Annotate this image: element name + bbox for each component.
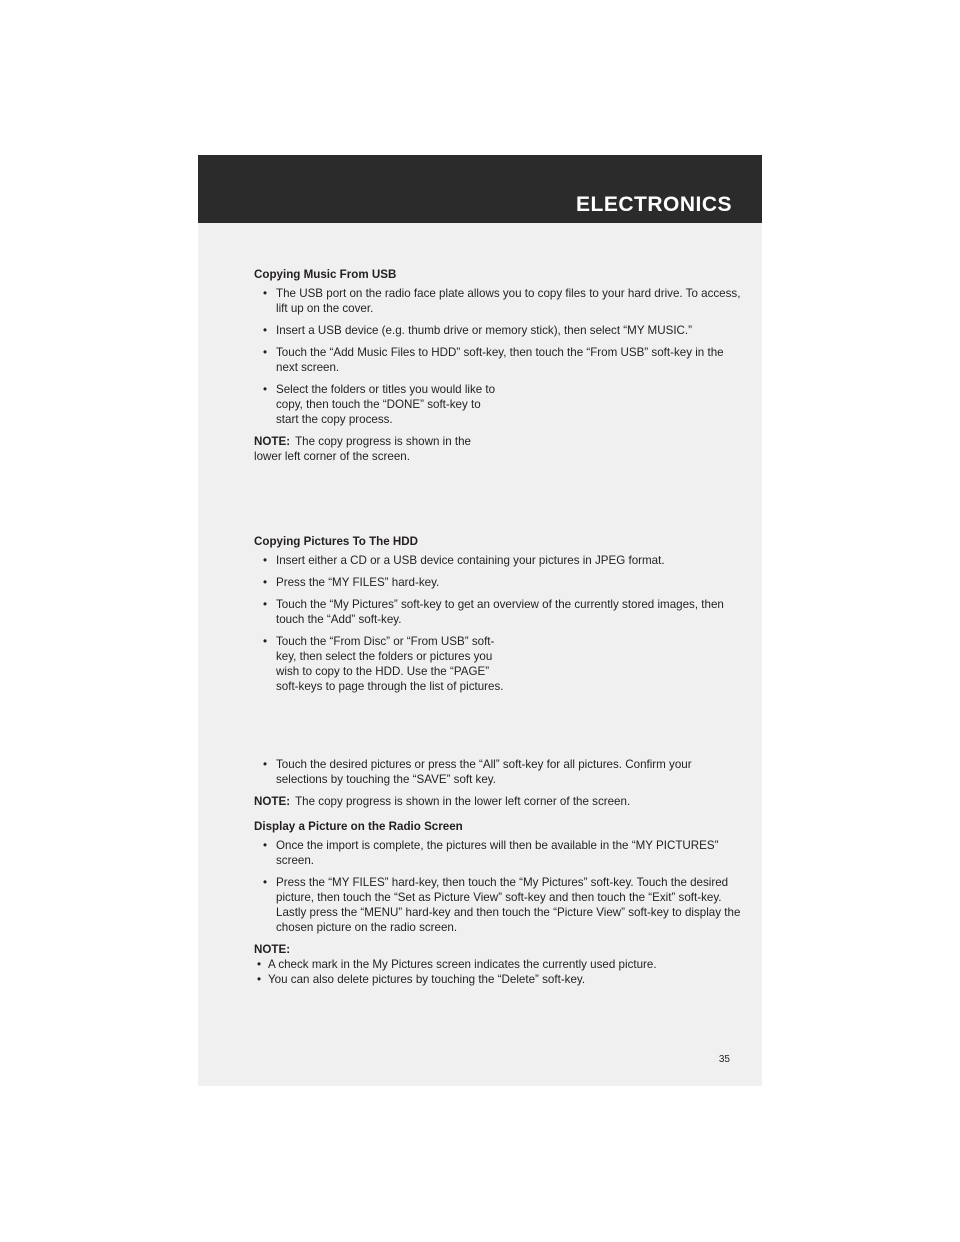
bullet-icon: • xyxy=(263,324,268,337)
display-section-title: Display a Picture on the Radio Screen xyxy=(254,820,463,833)
bullet-icon: • xyxy=(257,958,262,971)
bullet-icon: • xyxy=(263,576,268,589)
usb-note: NOTE: The copy progress is shown in the lower left corner of the screen. xyxy=(254,435,472,463)
page-content xyxy=(254,267,742,987)
list-item: • You can also delete pictures by touching the “Delete” soft-key. xyxy=(257,973,586,986)
list-item: • A check mark in the My Pictures screen indicates the currently used picture. xyxy=(257,958,657,971)
display-note: NOTE: xyxy=(254,943,291,956)
section-header xyxy=(198,155,762,223)
list-item: • Once the import is complete, the pictures will then be available in the “MY PICTURES” screen. xyxy=(263,839,719,867)
list-item: • Press the “MY FILES” hard-key. xyxy=(263,576,440,589)
bullet-icon: • xyxy=(263,383,268,396)
display-note-list xyxy=(254,957,742,987)
list-item: • Insert a USB device (e.g. thumb drive or memory stick), then select “MY MUSIC.” xyxy=(263,324,692,337)
usb-section-title: Copying Music From USB xyxy=(254,268,397,281)
list-item: • Touch the desired pictures or press the “All” soft-key for all pictures. Confirm your selections by touching the “SAVE” soft key. xyxy=(263,758,692,786)
bullet-icon: • xyxy=(263,635,268,648)
bullet-icon: • xyxy=(263,598,268,611)
bullet-icon: • xyxy=(263,346,268,359)
section-title: ELECTRONICS xyxy=(575,193,732,216)
list-item: • Touch the “From Disc” or “From USB” soft-key, then select the folders or pictures you wish to copy to the HDD. Use the “PAGE” soft-keys to page through the list of pictures. xyxy=(263,635,504,693)
list-item: • Select the folders or titles you would like to copy, then touch the “DONE” soft-key to start the copy process. xyxy=(263,383,496,426)
bullet-icon: • xyxy=(263,839,268,852)
page-number: 35 xyxy=(718,1054,730,1065)
bullet-icon: • xyxy=(257,973,262,986)
bullet-icon: • xyxy=(263,758,268,771)
list-item: • Touch the “My Pictures” soft-key to get an overview of the currently stored images, then touch the “Add” soft-key. xyxy=(263,598,724,626)
pictures-note: NOTE: The copy progress is shown in the lower left corner of the screen. xyxy=(254,795,631,808)
list-item: • Touch the “Add Music Files to HDD” soft-key, then touch the “From USB” soft-key in the next screen. xyxy=(263,346,724,374)
bullet-icon: • xyxy=(263,287,268,300)
bullet-icon: • xyxy=(263,876,268,889)
list-item: • The USB port on the radio face plate allows you to copy files to your hard drive. To access, lift up on the cover. xyxy=(263,287,741,315)
pictures-section-title: Copying Pictures To The HDD xyxy=(254,535,419,548)
list-item: • Press the “MY FILES” hard-key, then touch the “My Pictures” soft-key. Touch the desired picture, then touch the “Set as Picture View” soft-key and then touch the “Exit” soft-key. Lastly press the “MENU” hard-key and then touch the “Picture View” soft-key to display the chosen picture on the radio screen. xyxy=(263,876,741,934)
manual-page xyxy=(198,155,762,1086)
bullet-icon: • xyxy=(263,554,268,567)
list-item: • Insert either a CD or a USB device containing your pictures in JPEG format. xyxy=(263,554,665,567)
